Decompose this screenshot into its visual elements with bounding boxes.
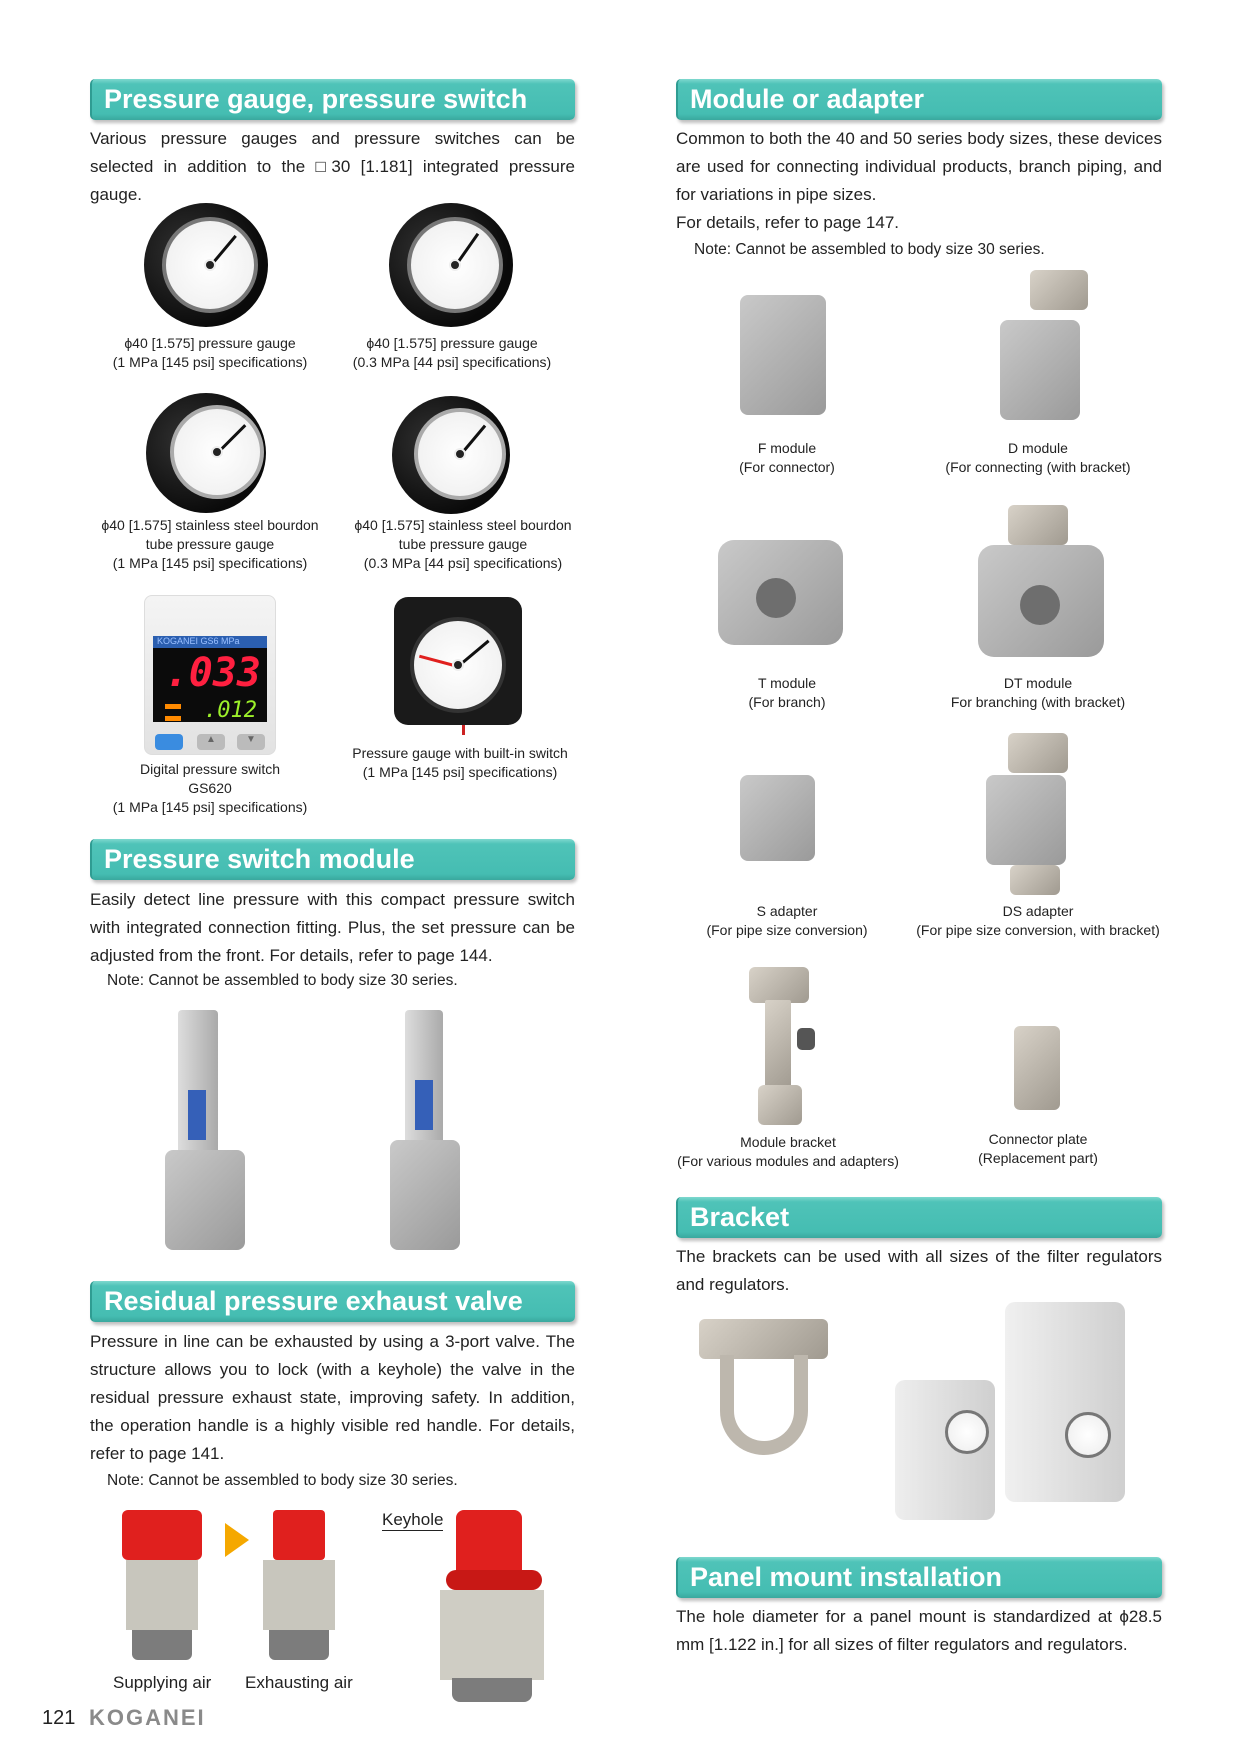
valve-exhausting-image (259, 1510, 339, 1662)
module-bracket-bottom (758, 1085, 802, 1125)
caption-module-bracket (677, 1133, 899, 1171)
switch-module-body: Easily detect line pressure with this compact pressure switch with integrated connection fitting. Plus, the set pressure can be adjusted from the front. For details, refer to page 144. (90, 890, 575, 965)
gauge-section-body: Various pressure gauges and pressure switches can be selected in addition to the □30 [1.181] integrated pressure gauge. (90, 129, 575, 204)
down-button: ▼ (237, 734, 265, 750)
caption-gauge-1 (113, 334, 308, 372)
caption-gauge-2 (353, 334, 551, 372)
caption-line: ϕ40 [1.575] pressure gauge (366, 335, 538, 351)
caption-line: ϕ40 [1.575] pressure gauge (124, 335, 296, 351)
caption-line: (Replacement part) (978, 1150, 1098, 1166)
caption-s-adapter (706, 902, 867, 940)
caption-ds-adapter (916, 902, 1160, 940)
caption-dt-module (951, 674, 1125, 712)
valve-body (263, 1560, 335, 1630)
bracket-ring-image (720, 1355, 808, 1455)
caption-line: tube pressure gauge (398, 536, 528, 552)
page-number: 121 (42, 1707, 76, 1729)
port-hole (756, 578, 796, 618)
ds-adapter-bracket (1008, 733, 1068, 773)
module-block (165, 1150, 245, 1250)
s-adapter-image (740, 775, 815, 861)
caption-line: (For connector) (739, 459, 835, 475)
caption-line: (1 MPa [145 psi] specifications) (112, 555, 308, 571)
valve-keyhole-image (434, 1510, 552, 1702)
stainless-gauge-03mpa-image (392, 396, 510, 514)
caption-t-module (748, 674, 825, 712)
dt-module-image (978, 545, 1104, 657)
bracket-body: The brackets can be used with all sizes of the filter regulators and regulators. (676, 1247, 1162, 1294)
caption-line: (For connecting (with bracket) (945, 459, 1131, 475)
valve-supplying-image (122, 1510, 202, 1662)
section-header-pressure-gauge: Pressure gauge, pressure switch (90, 79, 575, 120)
valve-bottom (452, 1678, 532, 1702)
valve-body (126, 1560, 198, 1630)
connector-plate-image (1014, 1026, 1060, 1110)
supplying-air-label: Supplying air (113, 1673, 212, 1692)
display-sub-value: .012 (204, 698, 257, 723)
section-header-exhaust-valve: Residual pressure exhaust valve (90, 1281, 575, 1322)
ds-adapter-lower-bracket (1010, 865, 1060, 895)
caption-line: S adapter (756, 903, 818, 919)
ds-adapter-image (986, 775, 1066, 865)
section-header-bracket: Bracket (676, 1197, 1162, 1238)
caption-line: Digital pressure switch (139, 761, 281, 777)
switch-module-note: Note: Cannot be assembled to body size 30 series. (107, 972, 458, 989)
caption-digital-switch (113, 760, 308, 817)
caption-line: DS adapter (1002, 903, 1074, 919)
switch-display (153, 636, 267, 722)
f-module-image (740, 295, 826, 415)
caption-line: Connector plate (988, 1131, 1088, 1147)
screws-image (797, 1028, 815, 1050)
gauge-with-switch-image (394, 597, 522, 725)
caption-line: (For branch) (748, 694, 826, 710)
stainless-gauge-1mpa-image (146, 393, 266, 513)
filter-regulator-image-1 (895, 1380, 995, 1520)
caption-line: (1 MPa [145 psi] specifications) (112, 354, 308, 370)
caption-connector-plate (978, 1130, 1098, 1168)
section-header-panel-mount: Panel mount installation (676, 1557, 1162, 1598)
red-handle (122, 1510, 202, 1560)
caption-line: Module bracket (740, 1134, 836, 1150)
module-block (390, 1140, 460, 1250)
switch-module-image-2 (405, 1010, 443, 1160)
section-header-switch-module: Pressure switch module (90, 839, 575, 880)
section-header-module: Module or adapter (676, 79, 1162, 120)
arrow-icon (225, 1523, 249, 1557)
handle-rim (446, 1570, 542, 1590)
caption-line: T module (757, 675, 817, 691)
switch-module-body-2 (390, 1140, 460, 1250)
regulator-gauge (1065, 1412, 1111, 1458)
exhaust-valve-body: Pressure in line can be exhausted by using a 3-port valve. The structure allows you to lock (with a keyhole) the valve in the residual pressure exhaust state, improving safety. In addition, the operation handle is a highly visible red handle. For details, refer to page 141. (90, 1332, 575, 1463)
caption-line: (0.3 MPa [44 psi] specifications) (363, 555, 563, 571)
module-bracket-image (765, 1000, 791, 1090)
red-handle (273, 1510, 325, 1560)
switch-label (188, 1090, 206, 1140)
koganei-logo: KOGANEI (89, 1705, 206, 1730)
t-module-image (718, 540, 843, 645)
wire (462, 725, 465, 735)
caption-line: Pressure gauge with built-in switch (352, 745, 568, 761)
module-details: For details, refer to page 147. (676, 213, 900, 232)
keyhole-label: Keyhole (382, 1510, 444, 1529)
caption-line: (1 MPa [145 psi] specifications) (362, 764, 558, 780)
caption-line: DT module (1003, 675, 1073, 691)
caption-line: (0.3 MPa [44 psi] specifications) (352, 354, 552, 370)
caption-stainless-gauge-2 (354, 516, 571, 573)
caption-line: (For various modules and adapters) (677, 1153, 899, 1169)
caption-stainless-gauge-1 (101, 516, 318, 573)
caption-d-module (945, 439, 1130, 477)
caption-line: D module (1008, 440, 1068, 456)
display-main-value: .033 (164, 650, 261, 696)
pressure-gauge-03mpa-image (389, 203, 513, 327)
valve-bottom (132, 1630, 192, 1660)
indicator-1 (165, 704, 181, 709)
regulator-gauge (945, 1410, 989, 1454)
filter-regulator-image-2 (1005, 1302, 1125, 1502)
panel-mount-body: The hole diameter for a panel mount is standardized at ϕ28.5 mm [1.122 in.] for all sizes of filter regulators and regulators. (676, 1607, 1162, 1654)
caption-line: (For pipe size conversion, with bracket) (916, 922, 1160, 938)
caption-line: For branching (with bracket) (950, 694, 1126, 710)
up-button: ▲ (197, 734, 225, 750)
dt-module-bracket (1008, 505, 1068, 545)
caption-line: tube pressure gauge (145, 536, 275, 552)
valve-bottom (269, 1630, 329, 1660)
switch-module-body-1 (165, 1150, 245, 1250)
caption-line: (1 MPa [145 psi] specifications) (112, 799, 308, 815)
caption-f-module (739, 439, 835, 477)
caption-line: ϕ40 [1.575] stainless steel bourdon (354, 517, 572, 533)
mode-button (155, 734, 183, 750)
exhaust-valve-note: Note: Cannot be assembled to body size 30 series. (107, 1472, 458, 1489)
d-module-image (1000, 320, 1080, 420)
port-hole (1020, 585, 1060, 625)
caption-line: ϕ40 [1.575] stainless steel bourdon (101, 517, 319, 533)
module-note: Note: Cannot be assembled to body size 30 series. (694, 241, 1045, 258)
digital-pressure-switch-image (144, 595, 276, 755)
caption-line: GS620 (188, 780, 232, 796)
valve-body (440, 1590, 544, 1680)
caption-gauge-with-switch (352, 744, 568, 782)
caption-line: (For pipe size conversion) (706, 922, 868, 938)
bracket-plate-image (699, 1319, 828, 1359)
module-body: Common to both the 40 and 50 series body sizes, these devices are used for connecting individual products, branch piping, and for variations in pipe sizes. (676, 129, 1162, 204)
caption-line: F module (757, 440, 817, 456)
pressure-gauge-1mpa-image (144, 203, 268, 327)
exhausting-air-label: Exhausting air (245, 1673, 353, 1692)
d-module-bracket (1030, 270, 1088, 310)
module-bracket-top (749, 967, 809, 1003)
display-brand: KOGANEI GS6 MPa (157, 636, 240, 646)
indicator-2 (165, 716, 181, 721)
switch-label (415, 1080, 433, 1130)
